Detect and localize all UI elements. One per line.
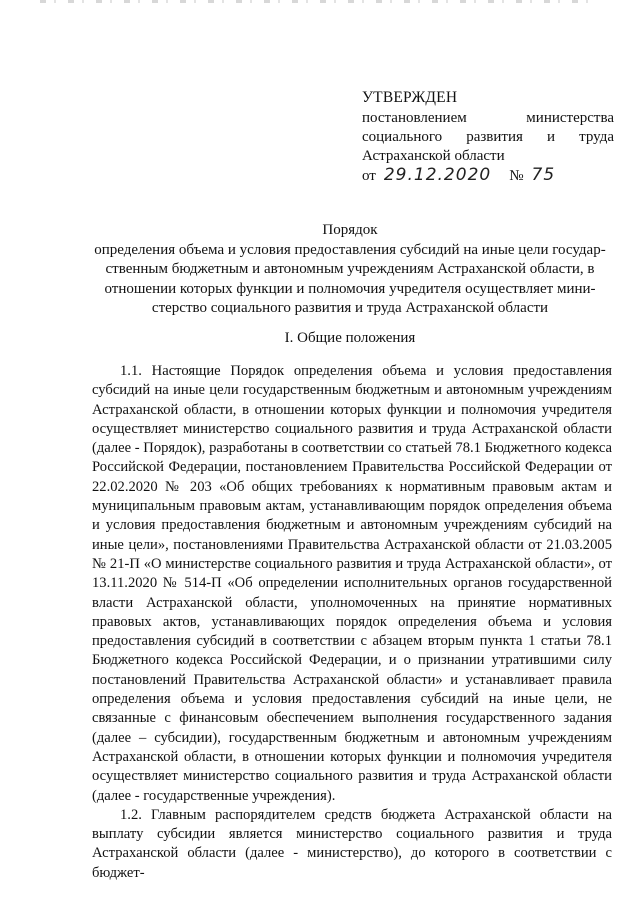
document-title bbox=[82, 221, 618, 319]
approval-number-label: № bbox=[509, 168, 524, 184]
title-line-5: стерство социального развития и труда Астраханской области bbox=[151, 300, 549, 316]
approval-line-3: Астраханской области bbox=[362, 148, 505, 164]
approval-line-2 bbox=[362, 128, 614, 147]
title-line-3: ственным бюджетным и автономным учреждениям Астраханской области, в bbox=[105, 261, 595, 277]
approval-from-label: от bbox=[362, 168, 376, 184]
title-line-2: определения объема и условия предоставления субсидий на иные цели государ- bbox=[94, 241, 606, 258]
approval-line-1-left: постановлением bbox=[362, 110, 467, 126]
handwritten-number: 75 bbox=[531, 165, 556, 185]
approval-stamp-block bbox=[362, 88, 614, 186]
approval-heading: УТВЕРЖДЕН bbox=[362, 89, 458, 106]
approval-date-number-line bbox=[362, 166, 614, 186]
approval-line-2-word-b: развития bbox=[466, 129, 523, 145]
paragraph-1-2: 1.2. Главным распорядителем средств бюджета Астраханской области на выплату субсидии является министерство социального развития и труда Астраханской области (далее - министерство), до которого в соответствии с бюджет- bbox=[92, 806, 612, 881]
handwritten-date: 29.12.2020 bbox=[383, 165, 492, 185]
paragraph-1-1: 1.1. Настоящие Порядок определения объема и условия предоставления субсидий на иные цели государственным бюджетным и автономным учреждениям Астраханской области, в отношении которых функции и полномочия учредителя осуществляет министерство социального развития и труда Астраханской области (далее - Порядок), разработаны в соответствии со статьей 78.1 Бюджетного кодекса Российской Федерации, постановлением Правительства Российской Федерации от 22.02.2020 № 203 «Об общих требованиях к нормативным правовым актам и муниципальным правовым актам, устанавливающим порядок определения объема и условия предоставления бюджетным и автономным учреждениям субсидий на иные цели», постановлениями Правительства Астраханской области от 21.03.2005 № 21-П «О министерстве социального развития и труда Астраханской области», от 13.11.2020 № 514-П «Об определении исполнительных органов государственной власти Астраханской области, уполномоченных на принятие нормативных правовых актов, устанавливающих порядок определения объема и условия предоставления субсидий в соответствии с абзацем вторым пункта 1 статьи 78.1 Бюджетного кодекса Российской Федерации, и о признании утратившими силу постановлений Правительства Астраханской области» и устанавливает правила определения объема и условия предоставления субсидий на иные цели, не связанные с финансовым обеспечением выполнения государственного задания (далее – субсидии), государственным бюджетным и автономным учреждениям Астраханской области, в отношении которых функции и полномочия учредителя осуществляет министерство социального развития и труда Астраханской области (далее - государственные учреждения). bbox=[92, 363, 612, 804]
scan-artifact-line bbox=[40, 0, 600, 3]
document-body bbox=[92, 362, 612, 883]
title-line-4: отношении которых функции и полномочия учредителя осуществляет мини- bbox=[104, 280, 596, 297]
approval-line-2-word-c: и bbox=[546, 129, 556, 145]
title-line-1: Порядок bbox=[322, 222, 378, 238]
approval-line-1-right: министерства bbox=[526, 110, 614, 126]
section-heading: I. Общие положения bbox=[284, 330, 416, 346]
approval-line-1 bbox=[362, 109, 614, 128]
approval-line-2-word-a: социального bbox=[362, 129, 443, 145]
approval-line-2-word-d: труда bbox=[579, 129, 614, 145]
